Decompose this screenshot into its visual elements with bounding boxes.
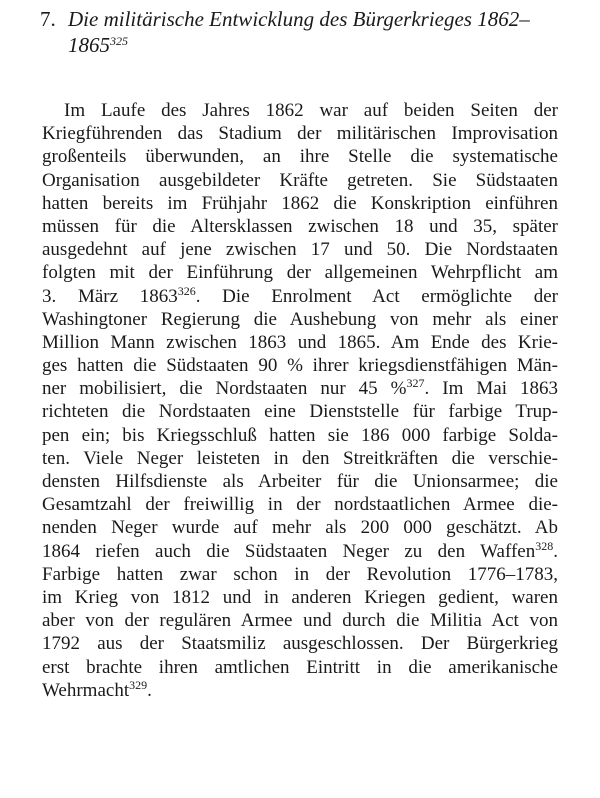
text-line: nenden Neger wurde auf mehr als 200 000 geschätzt. Ab bbox=[42, 517, 558, 539]
text-line bbox=[42, 679, 558, 702]
heading-line-2 bbox=[40, 32, 580, 58]
footnote-marker: 327 bbox=[406, 376, 425, 391]
text-line: pen ein; bis Kriegsschluß hatten sie 186 000 farbige Solda- bbox=[42, 424, 558, 446]
text-line: müssen für die Altersklassen zwischen 18 und 35, später bbox=[42, 215, 558, 237]
text-line: Kriegführenden das Stadium der militärischen Improvisation bbox=[42, 123, 558, 145]
text-line: Washingtoner Regierung die Aushebung von mehr als einer bbox=[42, 308, 558, 330]
section-number: 7. bbox=[40, 7, 56, 31]
text-segment: 3. März 1863 bbox=[42, 285, 178, 307]
text-line: Million Mann zwischen 1863 und 1865. Am Ende des Krie- bbox=[42, 331, 558, 353]
text-line bbox=[42, 285, 558, 308]
heading-line-1 bbox=[40, 6, 580, 32]
text-line: Farbige hatten zwar schon in der Revolution 1776–1783, bbox=[42, 563, 558, 585]
text-line: aber von der regulären Armee und durch die Militia Act von bbox=[42, 610, 558, 632]
text-line: hatten bereits im Frühjahr 1862 die Konskription einführen bbox=[42, 192, 558, 214]
text-line: Gesamtzahl der freiwillig in der nordstaatlichen Armee die- bbox=[42, 494, 558, 516]
body-paragraph bbox=[42, 99, 558, 702]
text-segment: . Im Mai 1863 bbox=[424, 378, 558, 400]
text-line: 1792 aus der Staatsmiliz ausgeschlossen. Der Bürgerkrieg bbox=[42, 633, 558, 655]
text-line: im Krieg von 1812 und in anderen Kriegen gedient, waren bbox=[42, 586, 558, 608]
text-line: großenteils überwunden, an ihre Stelle die systematische bbox=[42, 146, 558, 168]
text-line: erst brachte ihren amtlichen Eintritt in die amerikanische bbox=[42, 656, 558, 678]
text-line bbox=[42, 377, 558, 400]
text-line bbox=[42, 540, 558, 563]
footnote-marker: 326 bbox=[177, 283, 196, 298]
text-line: folgten mit der Einführung der allgemeinen Wehrpflicht am bbox=[42, 262, 558, 284]
footnote-marker: 329 bbox=[129, 677, 148, 692]
text-segment: ner mobilisiert, die Nordstaaten nur 45 % bbox=[42, 378, 407, 400]
text-line: ausgedehnt auf jene zwischen 17 und 50. Die Nordstaaten bbox=[42, 239, 558, 261]
text-line: densten Hilfsdienste als Arbeiter für die Unionsarmee; die bbox=[42, 471, 558, 492]
section-heading bbox=[40, 6, 580, 58]
footnote-marker: 328 bbox=[535, 538, 554, 553]
text-segment: . bbox=[553, 540, 558, 562]
text-line: richteten die Nordstaaten eine Dienststelle für farbige Trup- bbox=[42, 401, 558, 423]
text-line: ges hatten die Südstaaten 90 % ihrer kriegsdienstfähigen Män- bbox=[42, 355, 558, 377]
text-line: Im Laufe des Jahres 1862 war auf beiden Seiten der bbox=[64, 100, 558, 121]
text-segment: 1864 riefen auch die Südstaaten Neger zu den Waffen bbox=[42, 540, 536, 562]
text-segment: Wehrmacht bbox=[42, 679, 130, 701]
text-segment: . bbox=[147, 679, 152, 701]
section-title-line-1: Die militärische Entwicklung des Bürgerkrieges 1862– bbox=[68, 7, 530, 31]
text-line: Organisation ausgebildeter Kräfte getreten. Sie Südstaaten bbox=[42, 169, 558, 191]
section-title-line-2: 1865 bbox=[68, 33, 110, 57]
footnote-marker: 325 bbox=[110, 34, 128, 48]
text-line: ten. Viele Neger leisteten in den Streitkräften die verschie- bbox=[42, 447, 558, 469]
text-segment: . Die Enrolment Act ermöglichte der bbox=[195, 285, 558, 307]
